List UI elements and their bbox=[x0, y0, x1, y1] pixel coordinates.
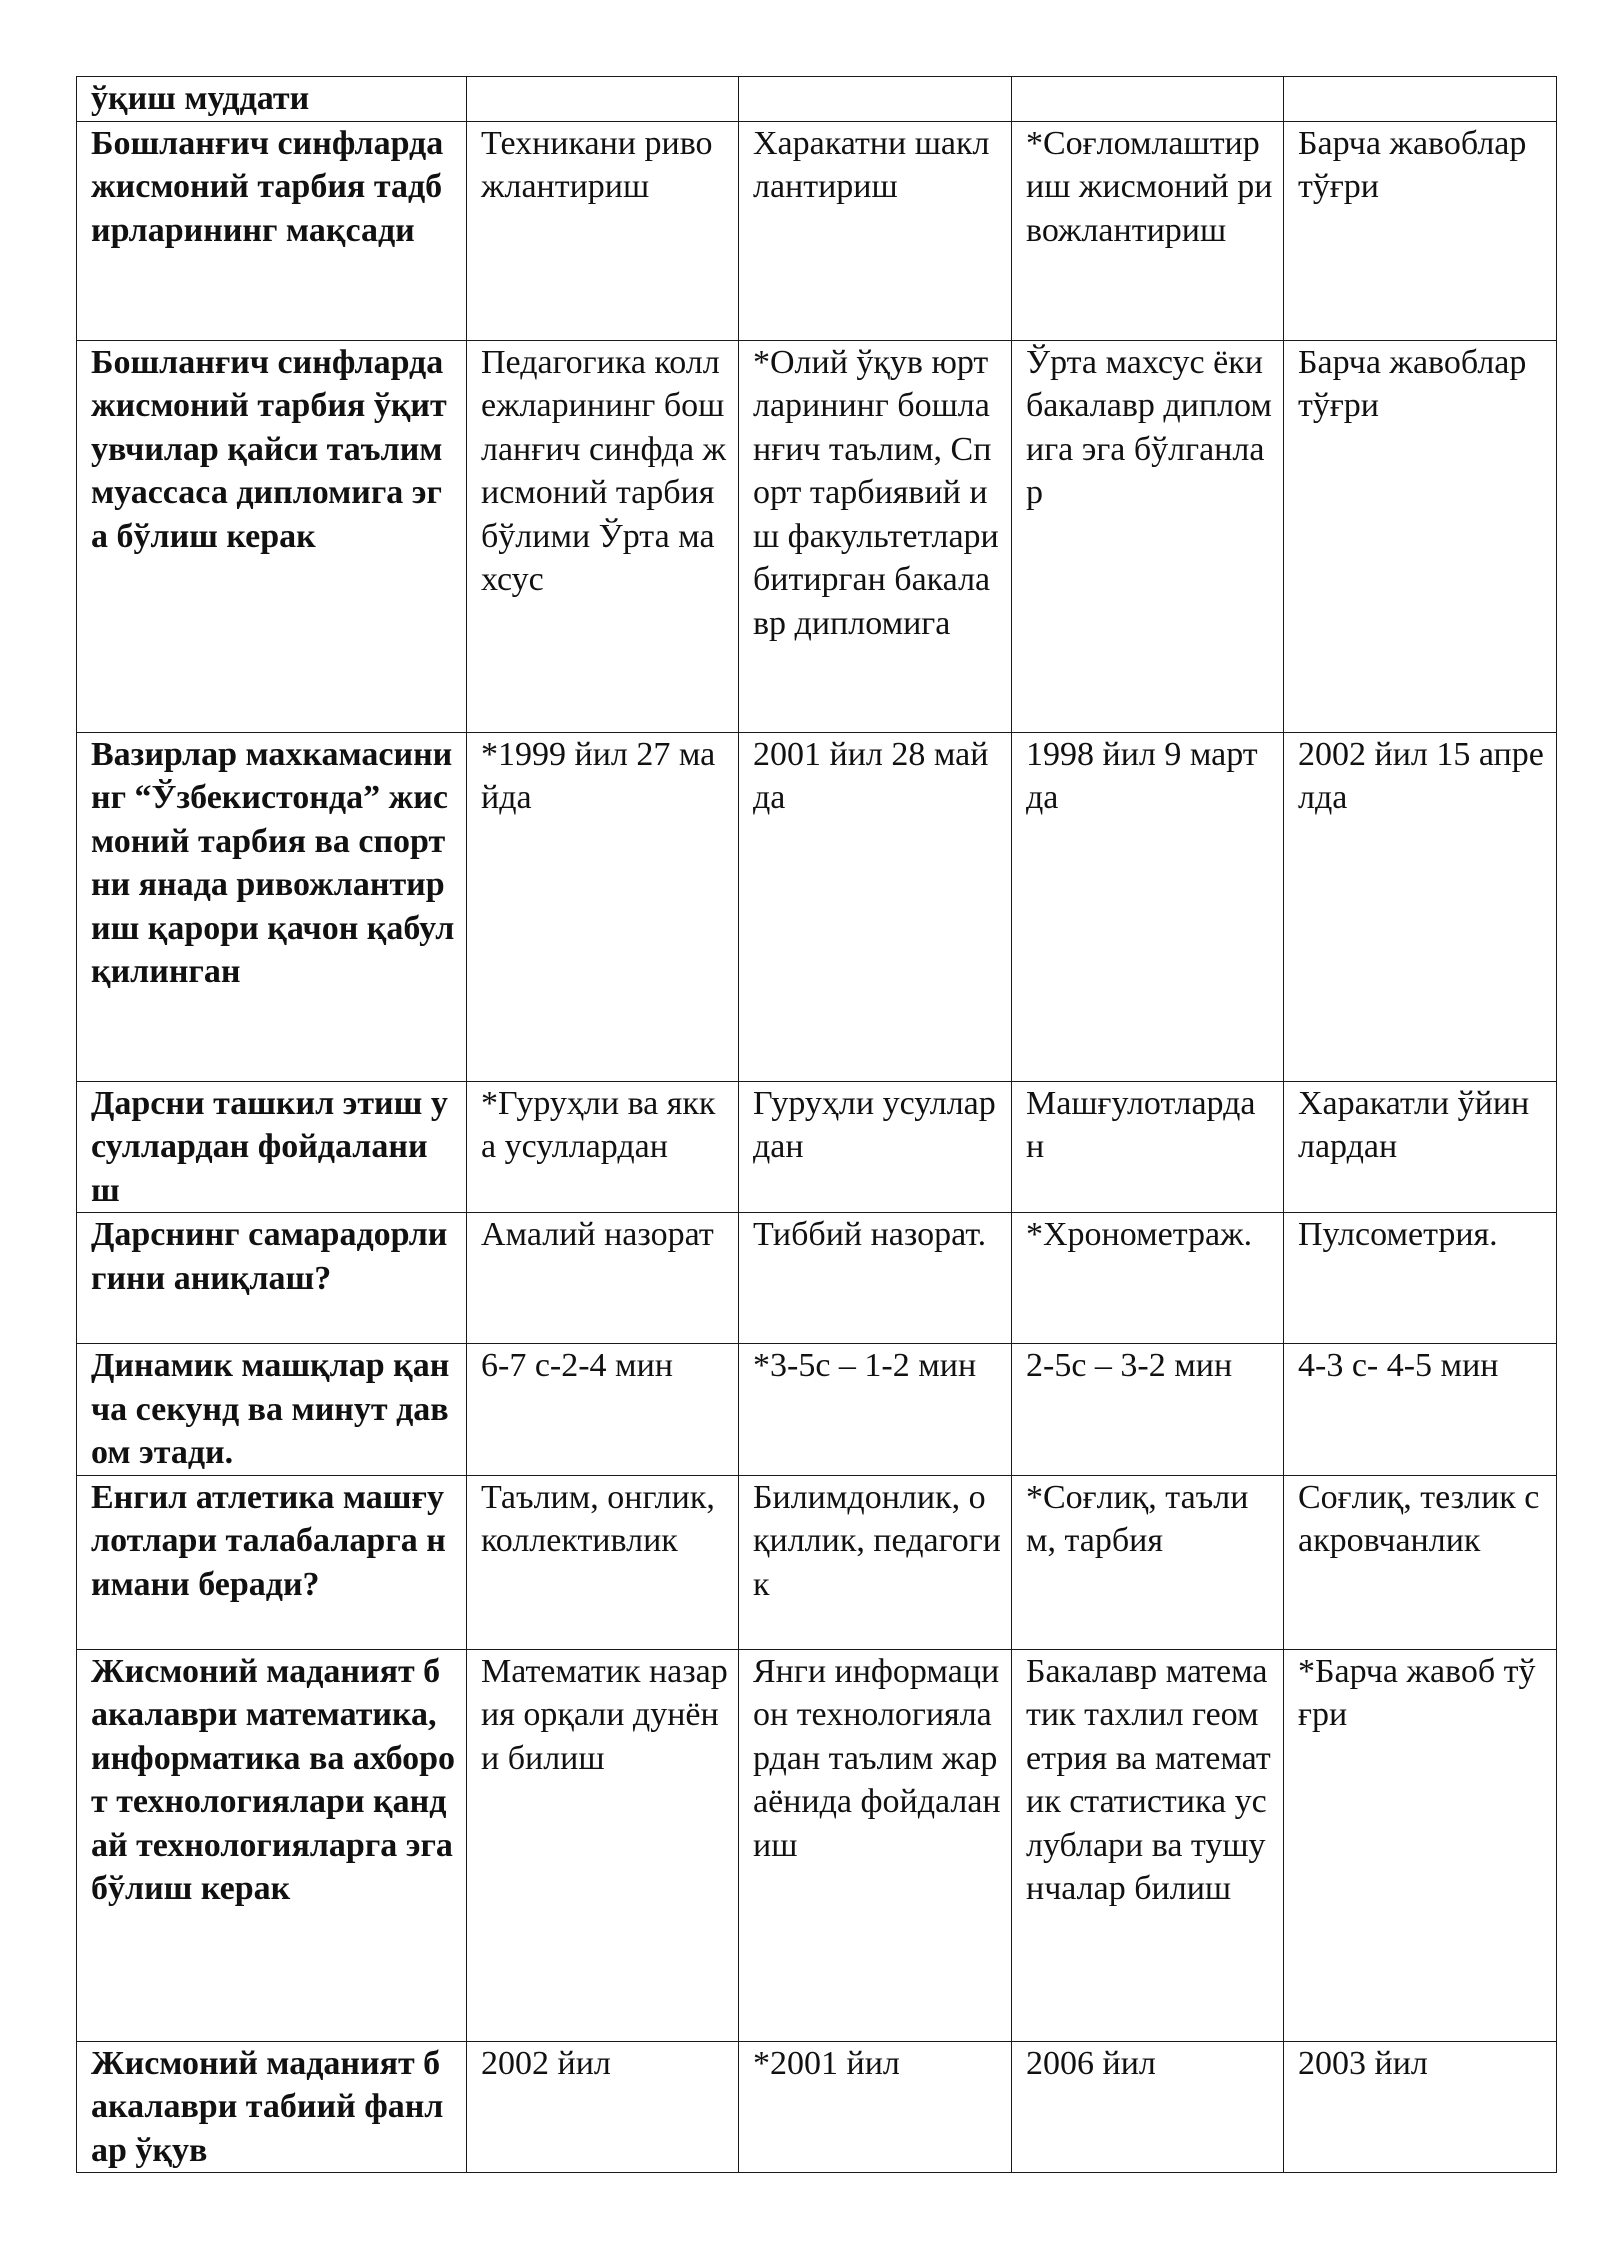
answer-cell-b: Билимдонлик, оқиллик, педагогик bbox=[739, 1475, 1012, 1649]
answer-cell-d: *Барча жавоб тўғри bbox=[1284, 1649, 1557, 2041]
table-row bbox=[77, 1213, 1557, 1344]
answer-cell-d: 2002 йил 15 апрелда bbox=[1284, 732, 1557, 1081]
table-row bbox=[77, 732, 1557, 1081]
answer-cell-a: Таълим, онглик, коллективлик bbox=[467, 1475, 739, 1649]
table-row bbox=[77, 1081, 1557, 1213]
question-cell: Жисмоний маданият бакалаври табиий фанлар ўқув bbox=[77, 2041, 467, 2173]
answer-cell-b: 2001 йил 28 майда bbox=[739, 732, 1012, 1081]
question-cell: Бошланғич синфларда жисмоний тарбия ўқитувчилар қайси таълим муассаса дипломига эга бўлиш керак bbox=[77, 340, 467, 732]
answer-cell-a: Педагогика коллежларининг бошланғич синфда жисмоний тарбия бўлими Ўрта махсус bbox=[467, 340, 739, 732]
answer-cell-c: 2-5с – 3-2 мин bbox=[1012, 1344, 1284, 1476]
table-row bbox=[77, 2041, 1557, 2173]
question-cell: Дарснинг самарадорлигини аниқлаш? bbox=[77, 1213, 467, 1344]
answer-cell-b: Харакатни шакллантириш bbox=[739, 121, 1012, 340]
answer-cell-d: Харакатли ўйинлардан bbox=[1284, 1081, 1557, 1213]
table-row bbox=[77, 1344, 1557, 1476]
answer-cell-b: Гуруҳли усуллардан bbox=[739, 1081, 1012, 1213]
answer-cell-a: 6-7 с-2-4 мин bbox=[467, 1344, 739, 1476]
answer-cell-b: Тиббий назорат. bbox=[739, 1213, 1012, 1344]
answer-cell-b bbox=[739, 77, 1012, 122]
table-row bbox=[77, 121, 1557, 340]
answer-cell-c: 1998 йил 9 мартда bbox=[1012, 732, 1284, 1081]
answer-cell-c: *Соғлиқ, таълим, тарбия bbox=[1012, 1475, 1284, 1649]
answer-cell-b: *Олий ўқув юртларининг бошланғич таълим, Спорт тарбиявий иш факультетлари битирган бакалавр дипломига bbox=[739, 340, 1012, 732]
question-cell: Бошланғич синфларда жисмоний тарбия тадбирларининг мақсади bbox=[77, 121, 467, 340]
question-cell: Жисмоний маданият бакалаври математика, информатика ва ахборот технологиялари қандай технологияларга эга бўлиш керак bbox=[77, 1649, 467, 2041]
document-page bbox=[76, 76, 1556, 2173]
answer-cell-b: *3-5с – 1-2 мин bbox=[739, 1344, 1012, 1476]
table-row bbox=[77, 77, 1557, 122]
answer-cell-b: *2001 йил bbox=[739, 2041, 1012, 2173]
answer-cell-c: *Соғломлаштириш жисмоний ривожлантириш bbox=[1012, 121, 1284, 340]
answer-cell-c: 2006 йил bbox=[1012, 2041, 1284, 2173]
question-cell: Енгил атлетика машғулотлари талабаларга нимани беради? bbox=[77, 1475, 467, 1649]
answer-cell-b: Янги информацион технологиялардан таълим жараёнида фойдаланиш bbox=[739, 1649, 1012, 2041]
answer-cell-c bbox=[1012, 77, 1284, 122]
answer-cell-c: Машғулотлардан bbox=[1012, 1081, 1284, 1213]
answer-cell-d: Барча жавоблар тўғри bbox=[1284, 340, 1557, 732]
question-cell: Дарсни ташкил этиш усуллардан фойдаланиш bbox=[77, 1081, 467, 1213]
answer-cell-a: Математик назария орқали дунёни билиш bbox=[467, 1649, 739, 2041]
answer-cell-a: 2002 йил bbox=[467, 2041, 739, 2173]
table-row bbox=[77, 340, 1557, 732]
answer-cell-a: Техникани ривожлантириш bbox=[467, 121, 739, 340]
answer-cell-a bbox=[467, 77, 739, 122]
answer-cell-c: Бакалавр математик тахлил геометрия ва математик статистика услублари ва тушунчалар билиш bbox=[1012, 1649, 1284, 2041]
question-cell: Вазирлар махкамасининг “Ўзбекистонда” жисмоний тарбия ва спортни янада ривожлантириш қарори қачон қабул қилинган bbox=[77, 732, 467, 1081]
answer-cell-d: 4-3 с- 4-5 мин bbox=[1284, 1344, 1557, 1476]
answer-cell-c: Ўрта махсус ёки бакалавр дипломига эга бўлганлар bbox=[1012, 340, 1284, 732]
answer-cell-a: Амалий назорат bbox=[467, 1213, 739, 1344]
question-cell: ўқиш муддати bbox=[77, 77, 467, 122]
table-row bbox=[77, 1649, 1557, 2041]
answer-cell-a: *1999 йил 27 майда bbox=[467, 732, 739, 1081]
answer-cell-a: *Гуруҳли ва якка усуллардан bbox=[467, 1081, 739, 1213]
question-cell: Динамик машқлар қанча секунд ва минут давом этади. bbox=[77, 1344, 467, 1476]
answer-cell-d: Пулсометрия. bbox=[1284, 1213, 1557, 1344]
answer-cell-d: Соғлиқ, тезлик сакровчанлик bbox=[1284, 1475, 1557, 1649]
answer-cell-d: 2003 йил bbox=[1284, 2041, 1557, 2173]
answer-cell-c: *Хронометраж. bbox=[1012, 1213, 1284, 1344]
quiz-table bbox=[76, 76, 1557, 2173]
table-row bbox=[77, 1475, 1557, 1649]
answer-cell-d: Барча жавоблар тўғри bbox=[1284, 121, 1557, 340]
answer-cell-d bbox=[1284, 77, 1557, 122]
